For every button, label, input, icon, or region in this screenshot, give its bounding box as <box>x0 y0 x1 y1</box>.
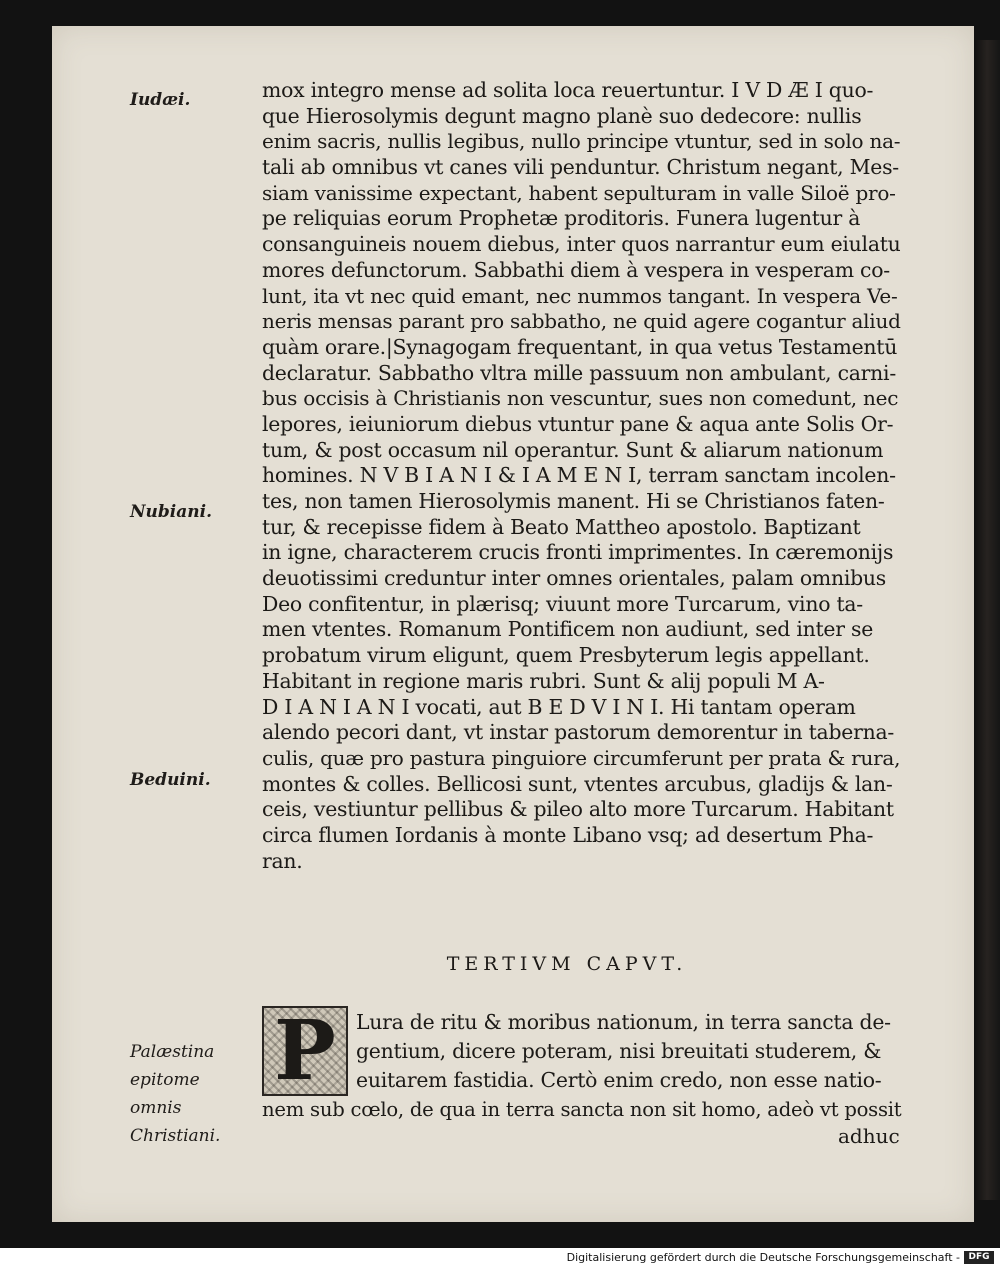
text-line: quàm orare.|Synagogam frequentant, in qua vetus Testamentū <box>262 334 898 359</box>
text-line: Habitant in regione maris rubri. Sunt & alij populi M A- <box>262 668 825 693</box>
text-line: siam vanissime expectant, habent sepulturam in valle Siloë pro- <box>262 180 896 205</box>
text-line: que Hierosolymis degunt magno planè suo dedecore: nullis <box>262 103 862 128</box>
paragraph-full <box>262 1095 902 1124</box>
text-line: Lura de ritu & moribus nationum, in terra sancta de- <box>356 1010 891 1034</box>
text-line: gentium, dicere poteram, nisi breuitati studerem, & <box>356 1039 882 1063</box>
text-line: lepores, ieiuniorum diebus vtuntur pane & aqua ante Solis Or- <box>262 411 894 436</box>
text-line: ran. <box>262 848 303 873</box>
text-line: declaratur. Sabbatho vltra mille passuum non ambulant, carni- <box>262 360 896 385</box>
text-line: Deo confitentur, in plærisq; viuunt more Turcarum, vino ta- <box>262 591 863 616</box>
footer-credit: Digitalisierung gefördert durch die Deutsche Forschungsgemeinschaft - <box>566 1251 960 1264</box>
text-line: in igne, characterem crucis fronti imprimentes. In cæremonijs <box>262 540 894 565</box>
text-line: tum, & post occasum nil operantur. Sunt & aliarum nationum <box>262 437 884 462</box>
text-line: D I A N I A N I vocati, aut B E D V I N I. Hi tantam operam <box>262 694 856 719</box>
text-line: circa flumen Iordanis à monte Libano vsq; ad desertum Pha- <box>262 822 874 847</box>
text-line: bus occisis à Christianis non vescuntur, sues non comedunt, nec <box>262 386 899 411</box>
text-line: ceis, vestiuntur pellibus & pileo alto more Turcarum. Habitant <box>262 797 894 822</box>
text-line: tur, & recepisse fidem à Beato Mattheo apostolo. Baptizant <box>262 514 861 539</box>
margin-note-palestina <box>130 1038 220 1150</box>
initial-letter: P <box>274 1003 336 1099</box>
catchword: adhuc <box>838 1124 900 1148</box>
decorated-initial <box>262 1003 348 1099</box>
margin-note-line: Christiani. <box>130 1126 221 1146</box>
text-line: tes, non tamen Hierosolymis manent. Hi se Christianos faten- <box>262 489 885 513</box>
text-line: tali ab omnibus vt canes vili penduntur. Christum negant, Mes- <box>262 155 899 180</box>
text-line: mox integro mense ad solita loca reuertuntur. I V D Æ I quo- <box>262 78 874 102</box>
text-line: enim sacris, nullis legibus, nullo principe vtuntur, sed in solo na- <box>262 129 901 154</box>
chapter-heading: TERTIVM CAPVT. <box>446 953 688 975</box>
text-line: alendo pecori dant, vt instar pastorum demorentur in taberna- <box>262 720 895 745</box>
footer-bar <box>0 1248 1000 1268</box>
text-line: montes & colles. Bellicosi sunt, vtentes arcubus, gladijs & lan- <box>262 771 893 796</box>
margin-note-line: epitome <box>130 1070 200 1090</box>
text-line: culis, quæ pro pastura pinguiore circumferunt per prata & rura, <box>262 745 901 770</box>
margin-note-iudaei: Iudæi. <box>130 90 191 110</box>
text-line: mores defunctorum. Sabbathi diem à vespera in vesperam co- <box>262 257 890 282</box>
text-line: men vtentes. Romanum Pontificem non audiunt, sed inter se <box>262 617 874 642</box>
margin-note-beduini: Beduini. <box>130 770 211 790</box>
text-line: deuotissimi creduntur inter omnes orientales, palam omnibus <box>262 566 887 591</box>
text-line: probatum virum eligunt, quem Presbyterum legis appellant. <box>262 643 870 668</box>
main-text-block <box>262 78 902 874</box>
text-line: pe reliquias eorum Prophetæ proditoris. Funera lugentur à <box>262 206 861 231</box>
text-line: nem sub cœlo, de qua in terra sancta non sit homo, adeò vt possit <box>262 1098 902 1121</box>
margin-note-nubiani: Nubiani. <box>130 502 212 522</box>
text-line: lunt, ita vt nec quid emant, nec nummos tangant. In vespera Ve- <box>262 283 898 308</box>
text-line: neris mensas parant pro sabbatho, ne quid agere cogantur aliud <box>262 309 901 334</box>
margin-note-line: omnis <box>130 1098 182 1118</box>
margin-note-line: Palæstina <box>130 1042 215 1062</box>
dfg-logo: DFG <box>964 1251 994 1264</box>
page-edge <box>974 40 1000 1200</box>
text-line: homines. N V B I A N I & I A M E N I, terram sanctam incolen- <box>262 463 896 488</box>
paragraph-indented <box>356 1008 904 1095</box>
text-line: consanguineis nouem diebus, inter quos narrantur eum eiulatu <box>262 232 901 257</box>
text-line: euitarem fastidia. Certò enim credo, non esse natio- <box>356 1068 882 1092</box>
